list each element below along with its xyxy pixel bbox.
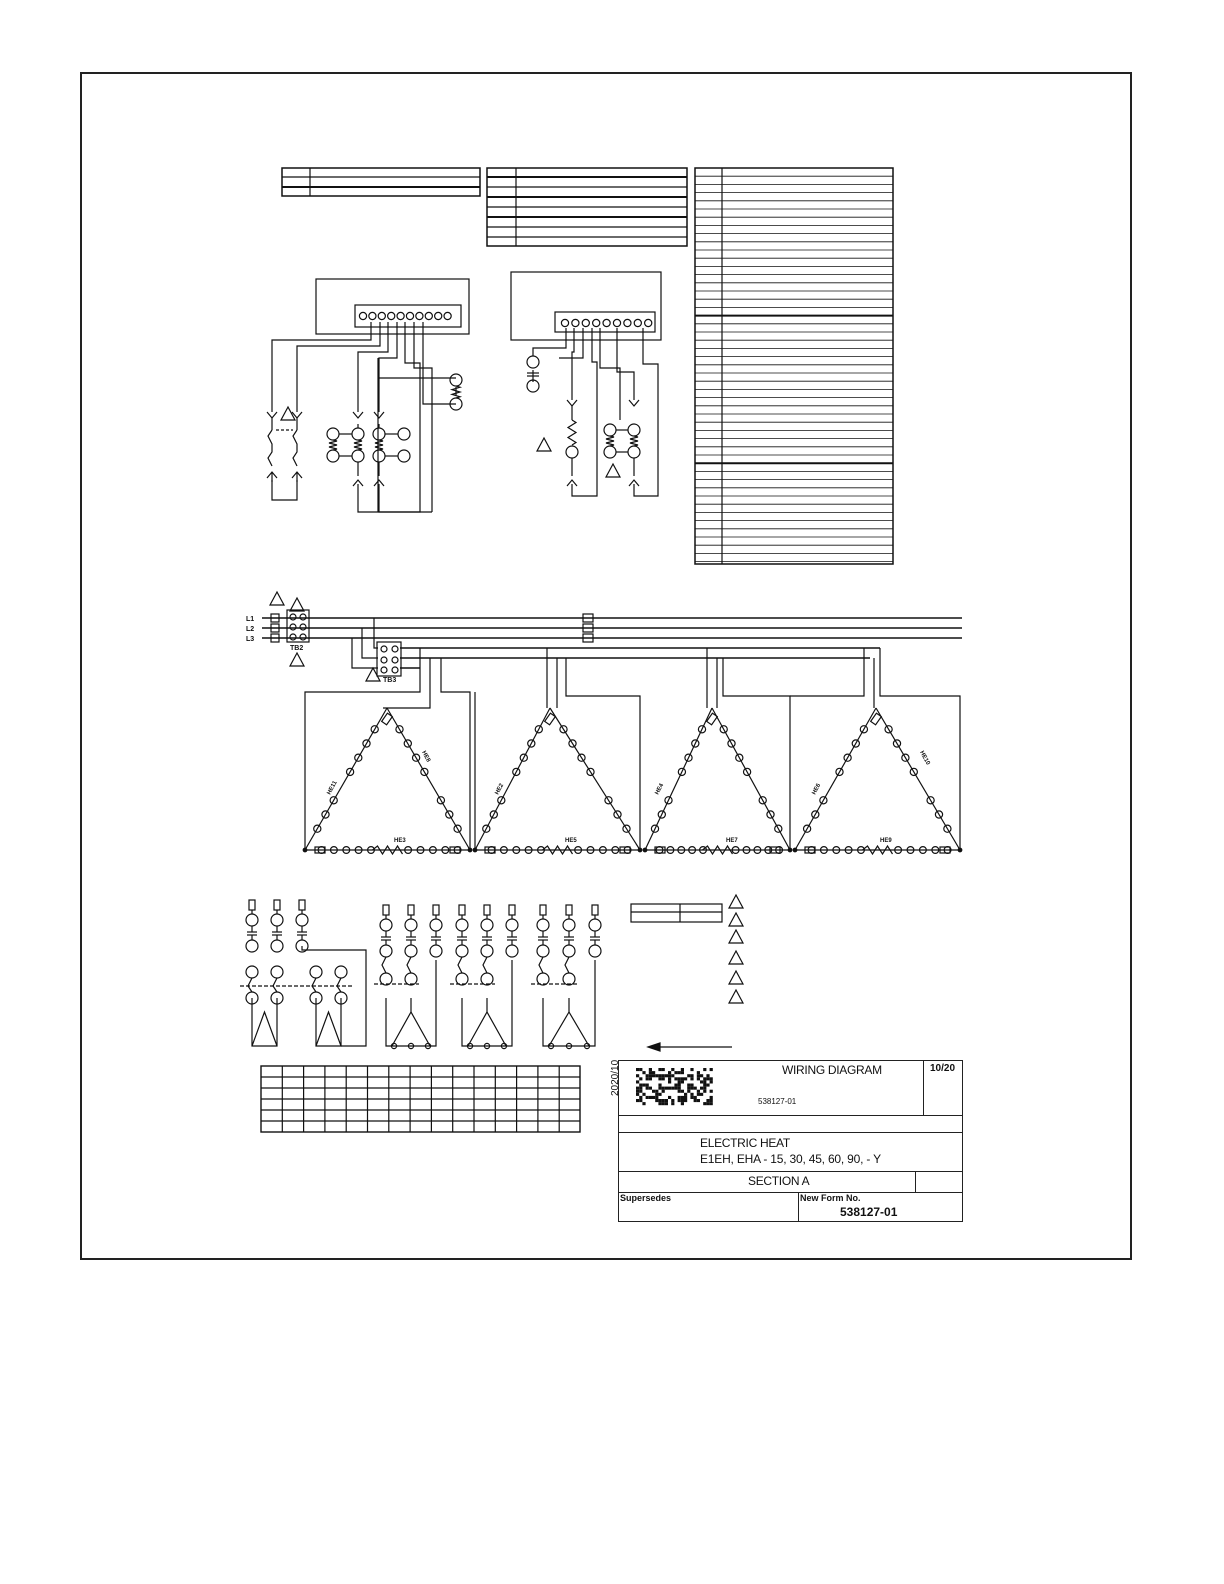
heater-label-he6: HE6 (811, 782, 823, 796)
legend-table-1 (282, 168, 480, 196)
barcode-icon (636, 1068, 714, 1106)
legend-table-3 (695, 168, 893, 564)
line-label-l1: L1 (246, 616, 255, 623)
configuration-table (261, 1066, 580, 1132)
revision-triangles (270, 407, 743, 1003)
title-block-spacer (618, 1115, 963, 1133)
new-form-number: 538127-01 (840, 1205, 898, 1219)
revision-date: 10/20 (930, 1063, 956, 1074)
heater-label-he8: HE8 (420, 750, 432, 764)
tb2-label: TB2 (290, 645, 304, 652)
date-code: 2020/10 (610, 1059, 621, 1096)
heater-label-he10: HE10 (918, 750, 931, 767)
heater-label-he2: HE2 (494, 782, 506, 796)
section-label: SECTION A (748, 1174, 810, 1188)
reference-arrow (648, 1043, 732, 1051)
heater-element-bank (303, 708, 962, 854)
control-board-right-components (527, 356, 640, 486)
wiring-diagram-title: WIRING DIAGRAM (782, 1063, 882, 1077)
title-block-section-extra (915, 1171, 963, 1193)
heater-label-he4: HE4 (654, 782, 666, 796)
line-label-l3: L3 (246, 636, 255, 643)
breaker-schematics (240, 900, 601, 1049)
key-table (631, 904, 722, 922)
product-line-1: ELECTRIC HEAT (700, 1136, 790, 1150)
legend-table-2 (487, 168, 687, 246)
control-board-left-components (267, 374, 462, 486)
supersedes-label: Supersedes (620, 1193, 672, 1203)
heater-label-he11: HE11 (326, 780, 339, 796)
power-bus (262, 610, 962, 850)
heater-label-he5: HE5 (565, 838, 577, 844)
product-line-2: E1EH, EHA - 15, 30, 45, 60, 90, - Y (700, 1152, 881, 1166)
new-form-label: New Form No. (800, 1193, 861, 1203)
line-label-l2: L2 (246, 626, 255, 633)
heater-label-he7: HE7 (726, 838, 738, 844)
tb3-label: TB3 (383, 677, 397, 684)
heater-label-he3: HE3 (394, 838, 406, 844)
heater-label-he9: HE9 (880, 838, 892, 844)
form-number-small: 538127-01 (758, 1097, 797, 1106)
control-board-right (511, 272, 661, 496)
